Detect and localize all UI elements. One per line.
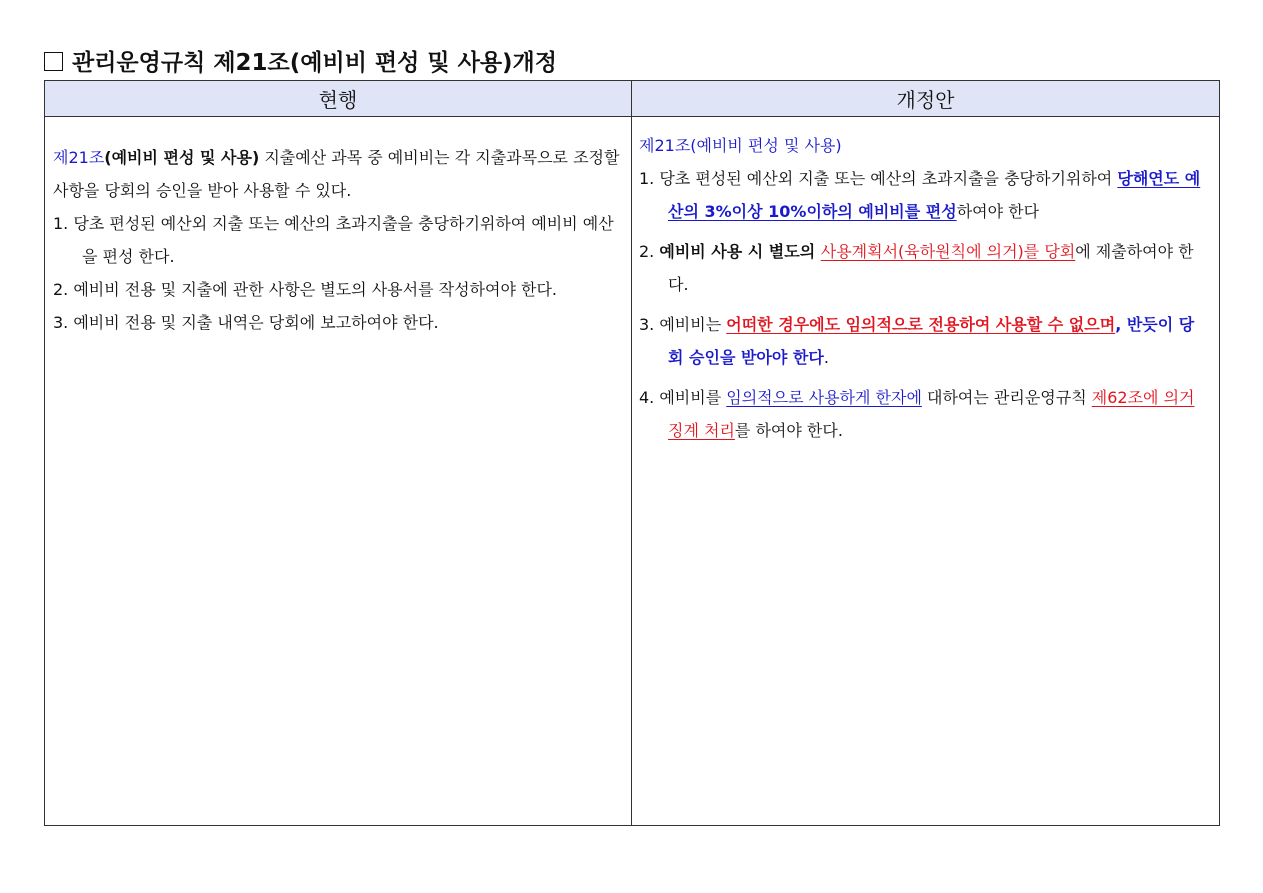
current-article-intro xyxy=(53,141,621,207)
proposed-item-2: 2. 예비비 사용 시 별도의 사용계획서(육하원칙에 의거)를 당회에 제출하여야 한다. xyxy=(639,242,1194,294)
title-text: 관리운영규칙 제21조(예비비 편성 및 사용)개정 xyxy=(72,50,557,76)
highlight-arbitrary-user: 임의적으로 사용하게 한자에 xyxy=(726,388,922,407)
proposed-article-heading: 제21조(예비비 편성 및 사용) xyxy=(639,136,842,155)
checkbox-square-icon xyxy=(44,52,63,71)
highlight-no-arbitrary-use: 어떠한 경우에도 임의적으로 전용하여 사용할 수 없으며 xyxy=(726,315,1116,334)
current-article-title: (예비비 편성 및 사용) xyxy=(104,148,260,167)
current-intro-text: 지출예산 과목 중 예비비는 각 지출과목으로 조정할 사항을 당회의 승인을 받아 사용할 수 있다. xyxy=(53,148,620,200)
column-header-current: 현행 xyxy=(45,81,632,117)
proposed-item-4: 4. 예비비를 임의적으로 사용하게 한자에 대하여는 관리운영규칙 제62조에 의거 징계 처리를 하여야 한다. xyxy=(639,388,1195,440)
current-rule-cell xyxy=(45,117,632,826)
proposed-item-3: 3. 예비비는 어떠한 경우에도 임의적으로 전용하여 사용할 수 없으며, 반듯이 당회 승인을 받아야 한다. xyxy=(639,315,1195,367)
document-title xyxy=(44,44,557,77)
comparison-table xyxy=(44,80,1220,826)
proposed-item-2-bold: 예비비 사용 시 별도의 xyxy=(659,242,821,261)
highlight-disciplinary-action: 제62조에 의거 징계 처리 xyxy=(668,388,1195,440)
highlight-reserve-percentage: 의 3%이상 10%이하의 예비비를 편성 xyxy=(683,202,957,221)
current-item-3: 3. 예비비 전용 및 지출 내역은 당회에 보고하여야 한다. xyxy=(53,313,439,332)
highlight-budget-year: 당해연도 예산 xyxy=(668,169,1201,221)
current-item-1: 1. 당초 편성된 예산외 지출 또는 예산의 초과지출을 충당하기위하여 예비비 예산을 편성 한다. xyxy=(53,214,614,266)
proposed-item-1: 1. 당초 편성된 예산외 지출 또는 예산의 초과지출을 충당하기위하여 당해연도 예산의 3%이상 10%이하의 예비비를 편성하여야 한다 xyxy=(639,169,1201,221)
proposed-rule-cell xyxy=(632,117,1220,826)
column-header-proposed: 개정안 xyxy=(632,81,1220,117)
current-article-number: 제21조 xyxy=(53,148,105,167)
highlight-approval-required: , 반듯이 당회 승인을 받아야 한다 xyxy=(668,315,1195,367)
highlight-usage-plan: 사용계획서(육하원칙에 의거)를 당회 xyxy=(820,242,1076,261)
current-item-2: 2. 예비비 전용 및 지출에 관한 사항은 별도의 사용서를 작성하여야 한다. xyxy=(53,280,557,299)
